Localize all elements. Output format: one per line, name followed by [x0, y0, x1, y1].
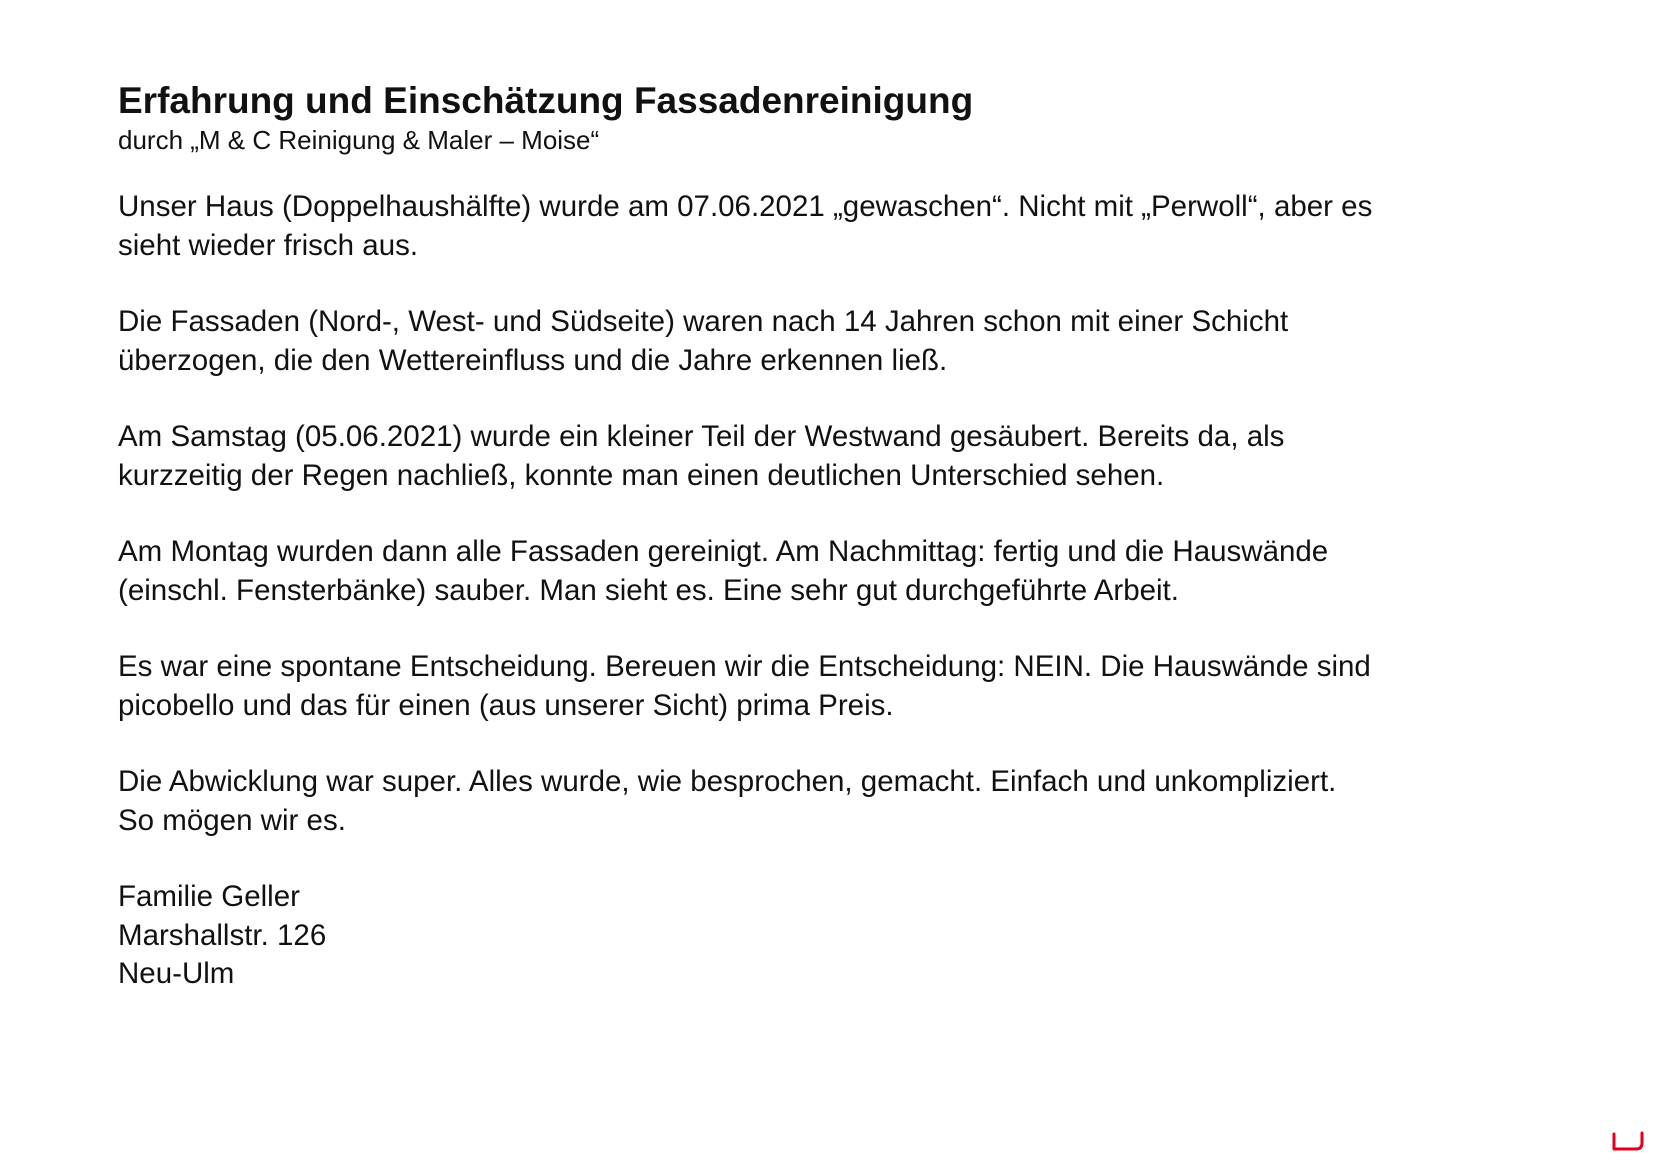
signature-name: Familie Geller [118, 880, 300, 913]
paragraph-3 [118, 418, 1558, 495]
paragraph-line: kurzzeitig der Regen nachließ, konnte man einen deutlichen Unterschied sehen. [118, 458, 1165, 492]
paragraph-line: picobello und das für einen (aus unserer Sicht) prima Preis. [118, 688, 894, 722]
paragraph-line: Die Abwicklung war super. Alles wurde, wie besprochen, gemacht. Einfach und unkompliziert. [118, 765, 1337, 798]
paragraph-1 [118, 188, 1558, 265]
signature-street: Marshallstr. 126 [118, 918, 327, 952]
paragraph-line: Am Montag wurden dann alle Fassaden gereinigt. Am Nachmittag: fertig und die Hauswände [118, 535, 1329, 568]
paragraph-line: Unser Haus (Doppelhaushälfte) wurde am 07.06.2021 „gewaschen“. Nicht mit „Perwoll“, aber es [118, 190, 1373, 223]
paragraph-line: Die Fassaden (Nord-, West- und Südseite) waren nach 14 Jahren schon mit einer Schicht [118, 305, 1289, 338]
document-body [118, 188, 1558, 994]
paragraph-line: sieht wieder frisch aus. [118, 228, 419, 262]
document-page [118, 78, 1558, 994]
paragraph-line: (einschl. Fensterbänke) sauber. Man sieht es. Eine sehr gut durchgeführte Arbeit. [118, 573, 1179, 607]
signature-block [118, 878, 1558, 994]
paragraph-line: So mögen wir es. [118, 803, 346, 837]
document-title: Erfahrung und Einschätzung Fassadenreinigung [118, 80, 974, 121]
paragraph-line: Es war eine spontane Entscheidung. Bereuen wir die Entscheidung: NEIN. Die Hauswände sind [118, 650, 1371, 683]
document-subtitle: durch „M & C Reinigung & Maler – Moise“ [118, 125, 600, 155]
signature-city: Neu-Ulm [118, 957, 235, 990]
paragraph-2 [118, 303, 1558, 380]
paragraph-4 [118, 533, 1558, 610]
paragraph-5 [118, 648, 1558, 725]
paragraph-line: überzogen, die den Wettereinfluss und die Jahre erkennen ließ. [118, 343, 948, 377]
page-corner-mark-icon [1612, 1130, 1644, 1152]
paragraph-6 [118, 763, 1558, 840]
paragraph-line: Am Samstag (05.06.2021) wurde ein kleiner Teil der Westwand gesäubert. Bereits da, als [118, 420, 1285, 453]
